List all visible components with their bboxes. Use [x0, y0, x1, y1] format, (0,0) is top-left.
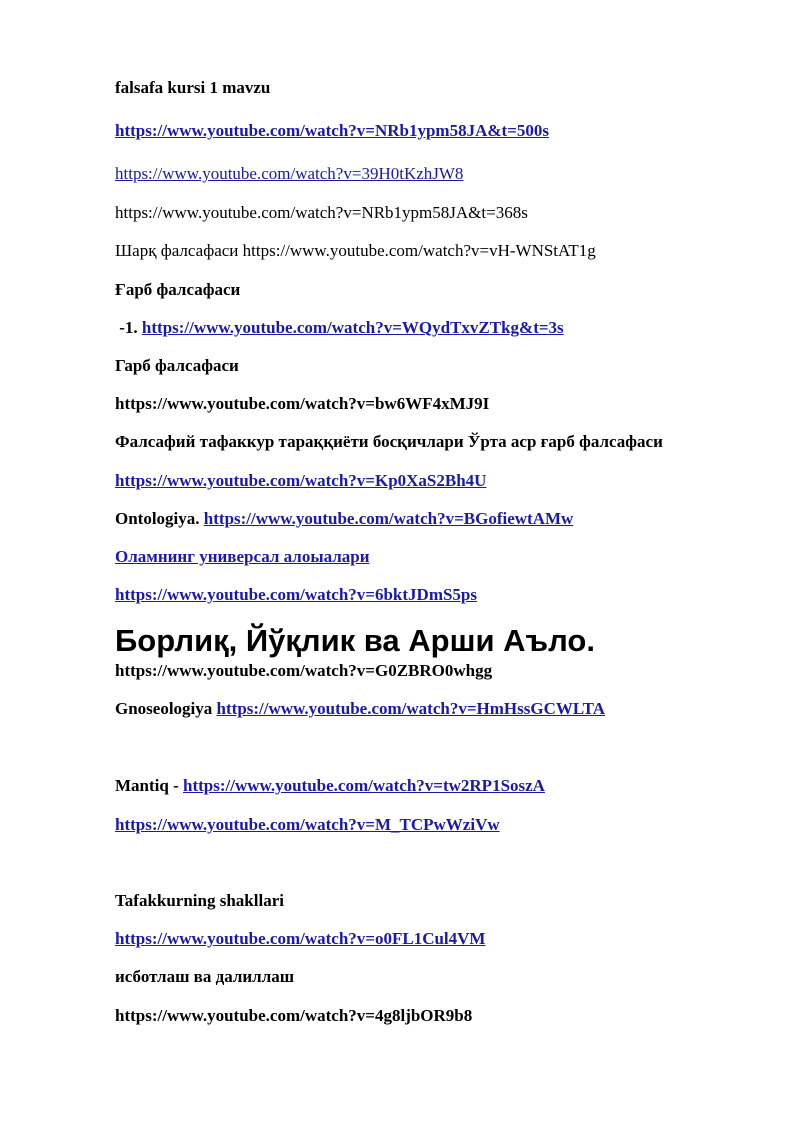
- plain-url-text: https://www.youtube.com/watch?v=4g8ljbOR9b8: [115, 1006, 473, 1025]
- gnoseology-line: [115, 699, 605, 719]
- plain-url-text: https://www.youtube.com/watch?v=NRb1ypm58JA&t=368s: [115, 203, 528, 222]
- video-link[interactable]: https://www.youtube.com/watch?v=Kp0XaS2Bh4U: [115, 471, 487, 490]
- video-link-line: [115, 585, 477, 605]
- video-link[interactable]: https://www.youtube.com/watch?v=39H0tKzhJW8: [115, 164, 464, 183]
- topic-label: Mantiq -: [115, 776, 183, 795]
- section-heading: Ғарб фалсафаси: [115, 280, 241, 299]
- video-link[interactable]: https://www.youtube.com/watch?v=BGofiewtAMw: [203, 509, 574, 528]
- video-link-line: [115, 318, 564, 338]
- ontology-line: [115, 509, 573, 529]
- video-link[interactable]: https://www.youtube.com/watch?v=HmHssGCWLTA: [216, 699, 605, 718]
- video-link[interactable]: https://www.youtube.com/watch?v=tw2RP1SoszA: [183, 776, 545, 795]
- topic-link[interactable]: Оламнинг универсал алоыалари: [115, 547, 370, 566]
- video-link[interactable]: https://www.youtube.com/watch?v=WQydTxvZTkg&t=3s: [141, 318, 564, 337]
- list-prefix: -1.: [115, 318, 142, 337]
- large-heading: Борлиқ, Йўқлик ва Арши Аъло.: [115, 623, 595, 658]
- logic-line: [115, 776, 545, 796]
- topic-title: falsafa kursi 1 mavzu: [115, 78, 271, 97]
- plain-url-text: https://www.youtube.com/watch?v=G0ZBRO0whgg: [115, 661, 493, 680]
- video-link-line: [115, 929, 485, 949]
- video-link[interactable]: https://www.youtube.com/watch?v=6bktJDmS5ps: [115, 585, 478, 604]
- topic-label: Gnoseologiya: [115, 699, 217, 718]
- video-link-line: [115, 815, 500, 835]
- video-link[interactable]: https://www.youtube.com/watch?v=o0FL1Cul4VM: [115, 929, 486, 948]
- video-link[interactable]: https://www.youtube.com/watch?v=M_TCPwWziVw: [115, 815, 500, 834]
- plain-url-text: https://www.youtube.com/watch?v=bw6WF4xMJ9I: [115, 394, 490, 413]
- section-heading: исботлаш ва далиллаш: [115, 967, 295, 986]
- section-heading: Tafakkurning shakllari: [115, 891, 284, 910]
- video-link-line: [115, 547, 370, 567]
- video-link-line: [115, 471, 486, 491]
- video-link-line: [115, 164, 463, 184]
- video-link-line: [115, 121, 549, 141]
- section-heading: Гарб фалсафаси: [115, 356, 239, 375]
- section-heading: Фалсафий тафаккур тараққиёти босқичлари Ўрта аср ғарб фалсафаси: [115, 432, 663, 451]
- topic-label: Ontologiya.: [115, 509, 204, 528]
- video-link[interactable]: https://www.youtube.com/watch?v=NRb1ypm58JA&t=500s: [115, 121, 549, 140]
- eastern-philosophy-line: Шарқ фалсафаси https://www.youtube.com/watch?v=vH-WNStAT1g: [115, 241, 596, 260]
